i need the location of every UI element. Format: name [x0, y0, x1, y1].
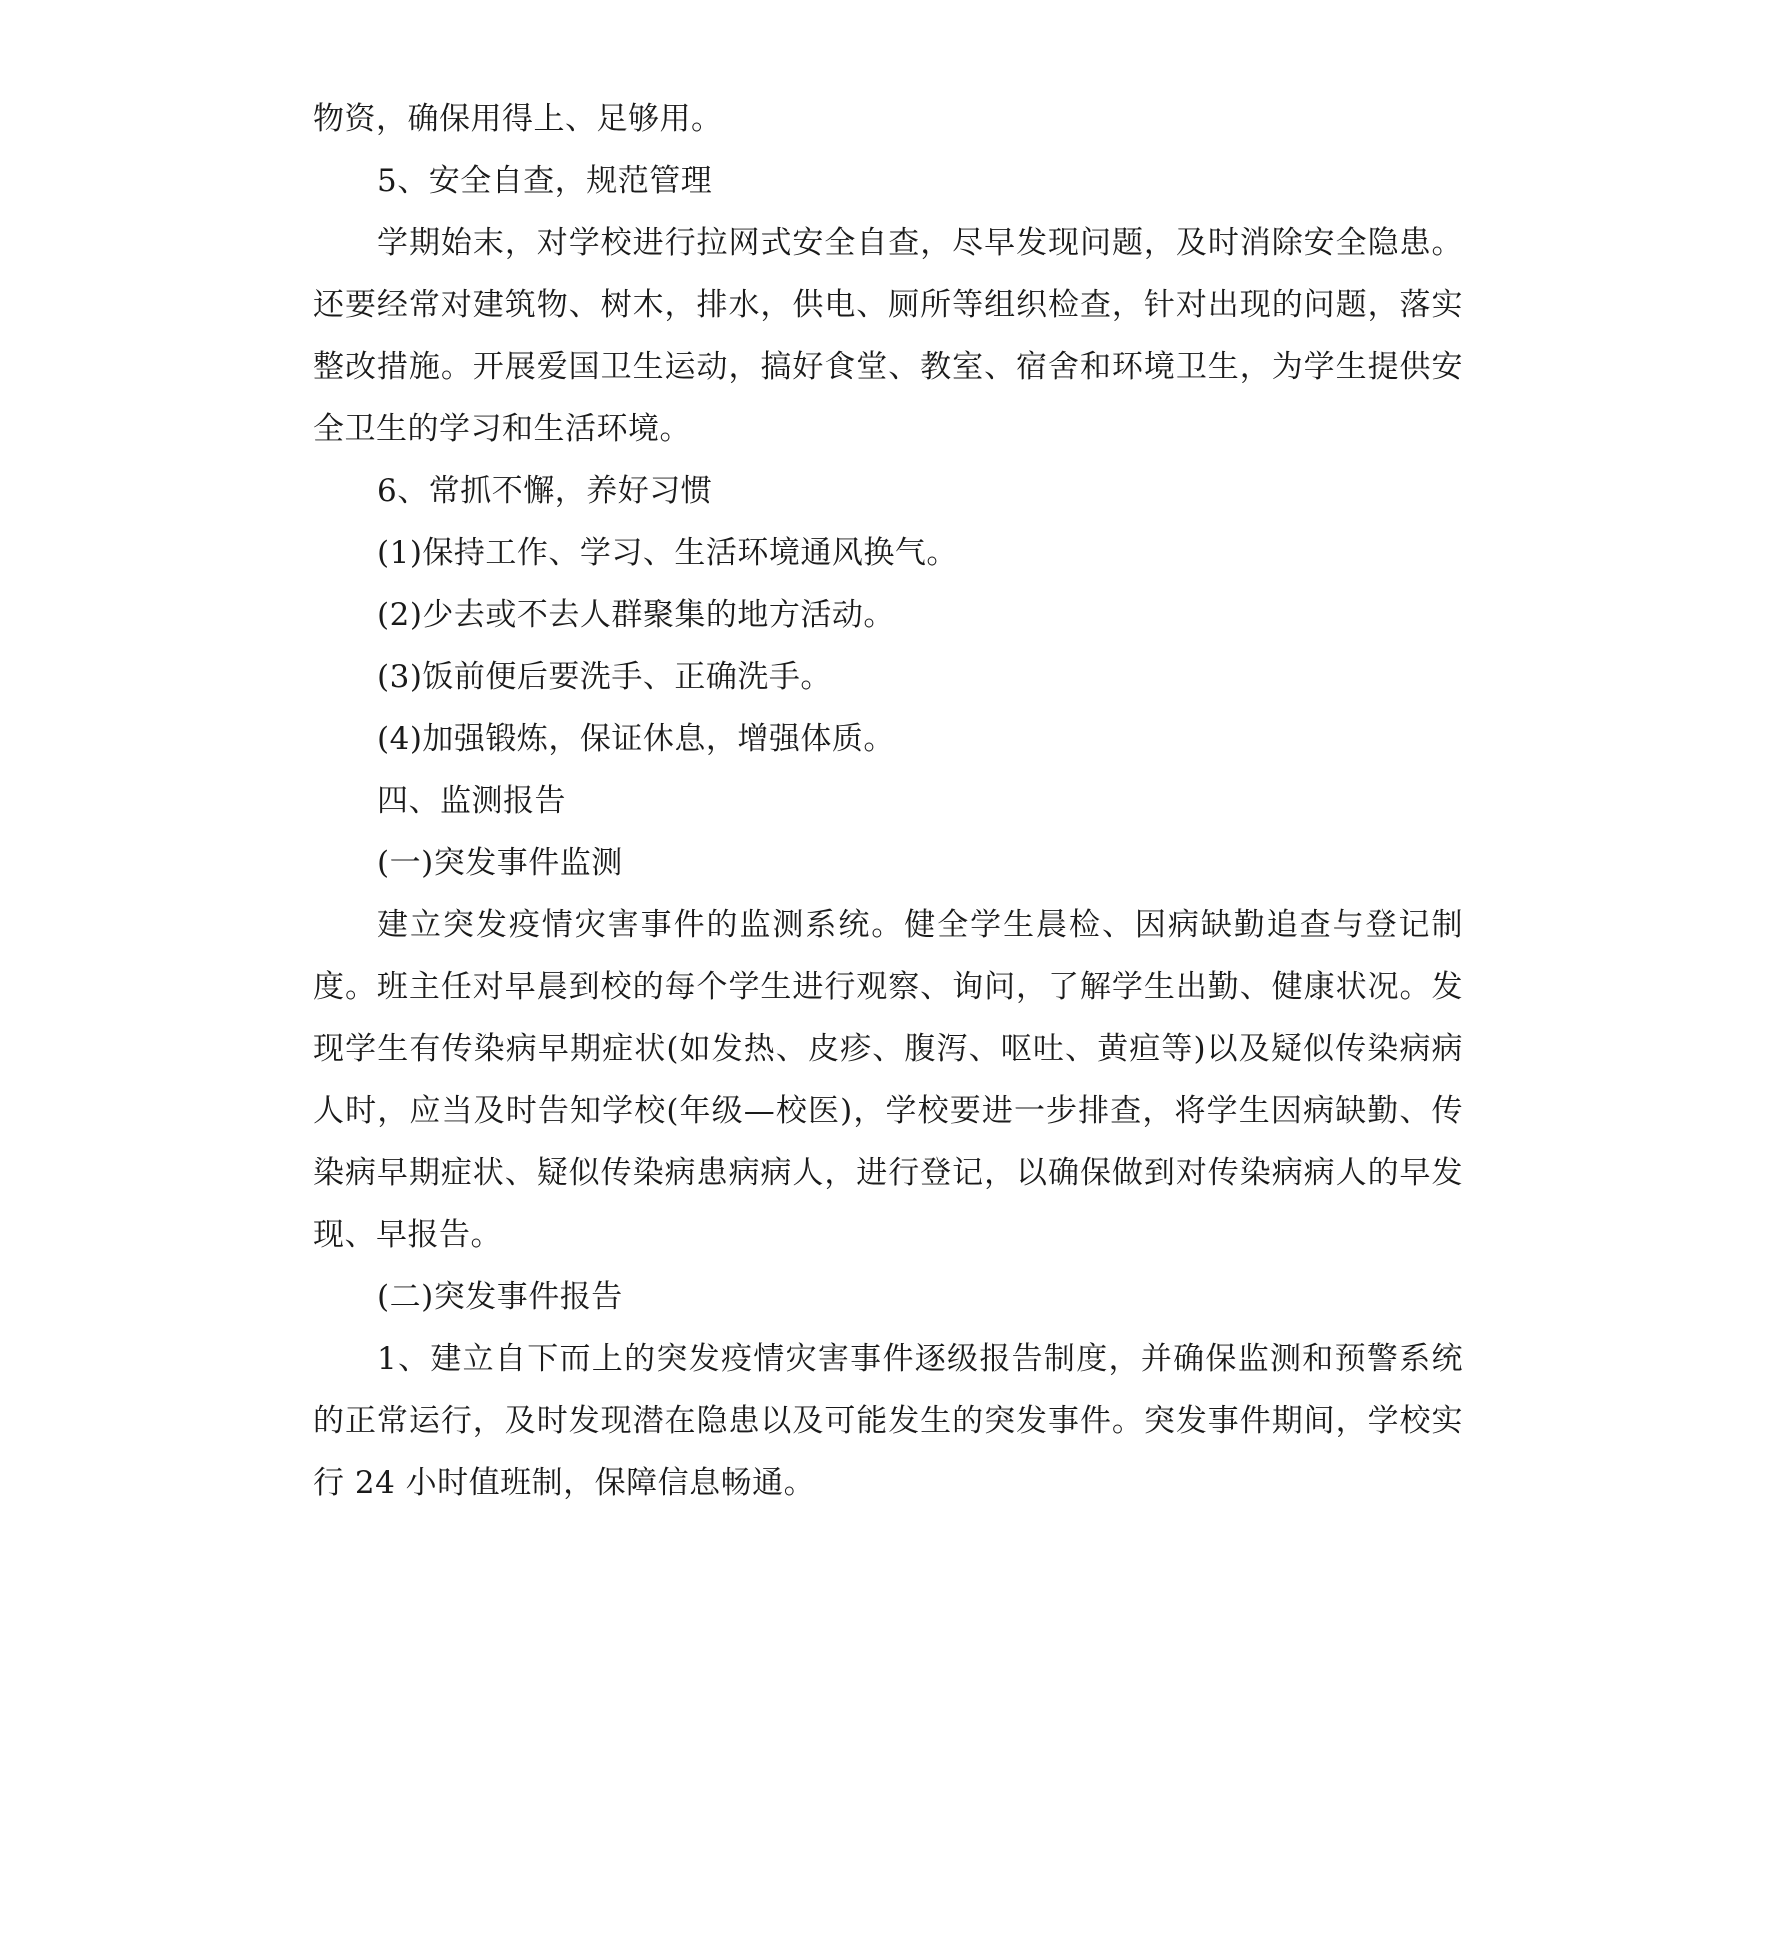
section-heading-6: 6、常抓不懈，养好习惯	[377, 473, 713, 509]
subsection-heading-reporting: (二)突发事件报告	[377, 1279, 623, 1315]
list-item-3: (3)饭前便后要洗手、正确洗手。	[377, 659, 832, 695]
section-heading-5: 5、安全自查，规范管理	[377, 163, 713, 199]
list-item-4: (4)加强锻炼，保证休息，增强体质。	[377, 721, 895, 757]
paragraph-safety-inspection: 学期始末，对学校进行拉网式安全自查，尽早发现问题，及时消除安全隐患。还要经常对建筑物、树木，排水，供电、厕所等组织检查，针对出现的问题，落实整改措施。开展爱国卫生运动，搞好食堂、教室、宿舍和环境卫生，为学生提供安全卫生的学习和生活环境。	[313, 225, 1463, 447]
list-item-1: (1)保持工作、学习、生活环境通风换气。	[377, 535, 958, 571]
list-item-2: (2)少去或不去人群聚集的地方活动。	[377, 597, 895, 633]
paragraph-continuation: 物资，确保用得上、足够用。	[313, 101, 723, 137]
paragraph-reporting-system: 1、建立自下而上的突发疫情灾害事件逐级报告制度，并确保监测和预警系统的正常运行，及时发现潜在隐患以及可能发生的突发事件。突发事件期间，学校实行 24 小时值班制，保障信息畅通。	[313, 1341, 1463, 1501]
paragraph-monitoring-system: 建立突发疫情灾害事件的监测系统。健全学生晨检、因病缺勤追查与登记制度。班主任对早晨到校的每个学生进行观察、询问，了解学生出勤、健康状况。发现学生有传染病早期症状(如发热、皮疹、腹泻、呕吐、黄疸等)以及疑似传染病病人时，应当及时告知学校(年级—校医)，学校要进一步排查，将学生因病缺勤、传染病早期症状、疑似传染病患病病人，进行登记，以确保做到对传染病病人的早发现、早报告。	[313, 907, 1463, 1253]
document-body	[313, 88, 1463, 1514]
subsection-heading-monitoring: (一)突发事件监测	[377, 845, 623, 881]
section-heading-4-monitoring: 四、监测报告	[377, 783, 566, 819]
